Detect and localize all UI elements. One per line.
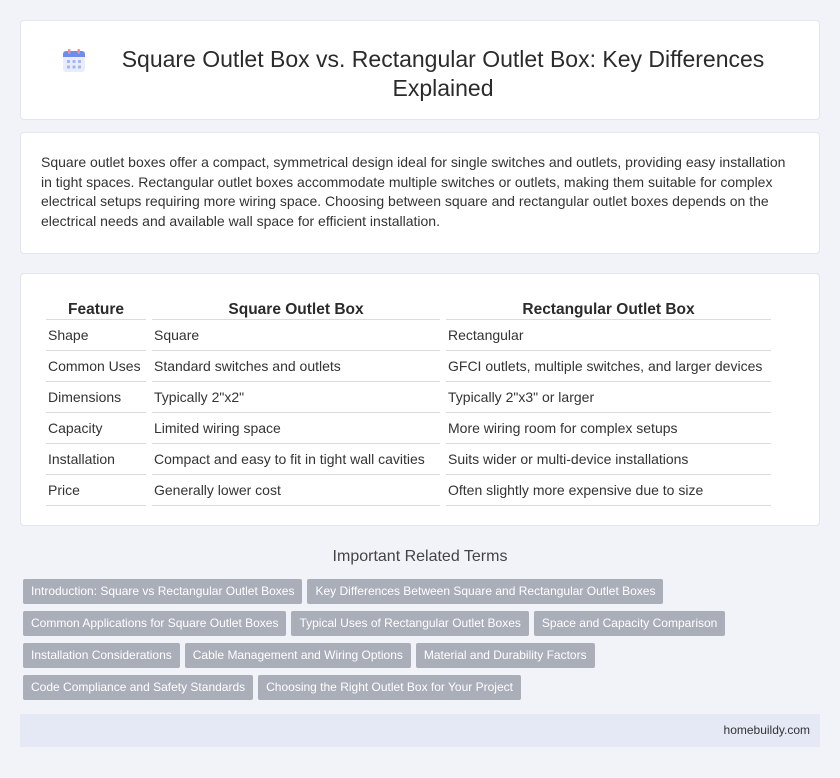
header-square-outlet-box: Square Outlet Box <box>152 296 440 320</box>
header-feature: Feature <box>46 296 146 320</box>
table-header-row <box>46 296 771 320</box>
table-cell: Rectangular <box>446 320 771 351</box>
table-cell: More wiring room for complex setups <box>446 413 771 444</box>
related-tag[interactable]: Common Applications for Square Outlet Boxes <box>23 611 286 636</box>
table-cell: Common Uses <box>46 351 146 382</box>
related-tag[interactable]: Code Compliance and Safety Standards <box>23 675 253 700</box>
table-cell: Capacity <box>46 413 146 444</box>
table-cell: Standard switches and outlets <box>152 351 440 382</box>
related-tag[interactable]: Key Differences Between Square and Rectangular Outlet Boxes <box>307 579 663 604</box>
related-terms-title: Important Related Terms <box>332 548 508 565</box>
table-cell: Dimensions <box>46 382 146 413</box>
table-cell: Typically 2"x3" or larger <box>446 382 771 413</box>
table-row <box>46 475 771 506</box>
table-cell: Shape <box>46 320 146 351</box>
table-cell: Price <box>46 475 146 506</box>
header-card <box>20 20 820 120</box>
table-row <box>46 382 771 413</box>
table-cell: Compact and easy to fit in tight wall cavities <box>152 444 440 475</box>
intro-card <box>20 132 820 254</box>
table-row <box>46 444 771 475</box>
table-row <box>46 320 771 351</box>
intro-paragraph: Square outlet boxes offer a compact, symmetrical design ideal for single switches and outlets, providing easy installation in tight spaces. Rectangular outlet boxes accommodate multiple switches or outlets, making them suitable for complex electrical setups requiring more wiring space. Choosing between square and rectangular outlet boxes depends on the electrical needs and available wall space for efficient installation. <box>41 154 786 229</box>
table-row <box>46 351 771 382</box>
related-tag[interactable]: Space and Capacity Comparison <box>534 611 725 636</box>
related-terms-tags <box>23 579 803 707</box>
related-tag[interactable]: Cable Management and Wiring Options <box>185 643 411 668</box>
footer <box>20 714 820 747</box>
page-title: Square Outlet Box vs. Rectangular Outlet Box: Key Differences Explained <box>121 46 765 101</box>
table-row <box>46 413 771 444</box>
related-tag[interactable]: Choosing the Right Outlet Box for Your Project <box>258 675 521 700</box>
table-cell: Generally lower cost <box>152 475 440 506</box>
comparison-table-card <box>20 273 820 526</box>
header-rectangular-outlet-box: Rectangular Outlet Box <box>446 296 771 320</box>
table-cell: Suits wider or multi-device installations <box>446 444 771 475</box>
related-tag[interactable]: Introduction: Square vs Rectangular Outlet Boxes <box>23 579 302 604</box>
comparison-table <box>40 296 777 506</box>
table-cell: GFCI outlets, multiple switches, and larger devices <box>446 351 771 382</box>
table-cell: Often slightly more expensive due to size <box>446 475 771 506</box>
table-cell: Installation <box>46 444 146 475</box>
calendar-icon <box>61 48 87 74</box>
related-tag[interactable]: Typical Uses of Rectangular Outlet Boxes <box>291 611 528 636</box>
footer-site-link[interactable]: homebuildy.com <box>723 723 810 737</box>
table-cell: Limited wiring space <box>152 413 440 444</box>
table-cell: Square <box>152 320 440 351</box>
table-cell: Typically 2"x2" <box>152 382 440 413</box>
related-tag[interactable]: Installation Considerations <box>23 643 180 668</box>
related-tag[interactable]: Material and Durability Factors <box>416 643 595 668</box>
